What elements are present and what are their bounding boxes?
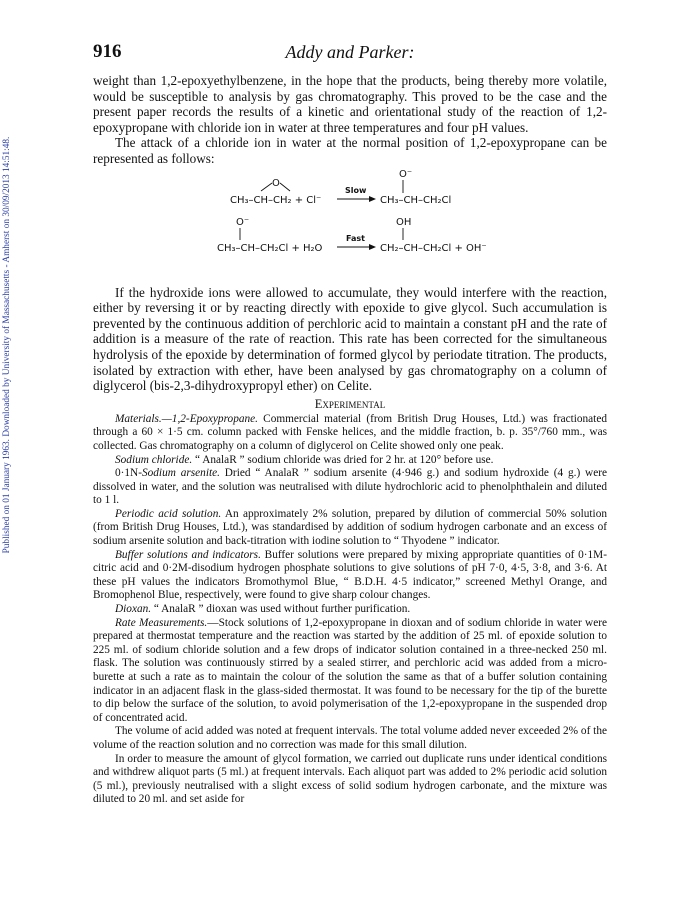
article-body: [93, 73, 607, 807]
download-watermark-text: Published on 01 January 1963. Downloaded by University of Massachusetts - Amherst on 30/09/2013 14:51:48.: [2, 136, 12, 554]
reaction-2-condition: Fast: [346, 233, 365, 243]
buffer-text: Buffer solutions were prepared by mixing appropriate quantities of 0·1M-citric acid and 0·2M-disodium hydrogen phosphate solutions to give solutions of pH 7·0, 4·5, 3·8, and 3·6. At these pH values the indicators Bromothymol Blue, “ B.D.H. 4·5 indicator,” screened Methyl Orange, and Bromophenol Blue, respectively, were found to give sharp colour changes.: [93, 548, 607, 602]
sodium-chloride-text: “ AnalaR ” sodium chloride was dried for 2 hr. at 120° before use.: [192, 453, 494, 466]
sodium-arsenite-paragraph: [93, 467, 607, 508]
rate-measurements-text: —Stock solutions of 1,2-epoxypropane in dioxan and of sodium chloride in water were prepared at thermostat temperature and the reaction was started by the addition of 25 ml. of epoxide solution to 225 ml. of sodium chloride solution and a few drops of indicator solution contained in a three-necked 250 ml. flask. The solution was continuously stirred by a sealed stirrer, and perchloric acid was added from a micro-burette at such a rate as to maintain the colour of the solution the same as that of a buffer solution containing indicator in an adjacent flask in the glass-sided thermostat. It was found to be necessary for the tip of the burette to dip below the surface of the solution, to avoid polymerisation of the 1,2-epoxypropane in the suspended drop of concentrated acid.: [93, 616, 607, 724]
periodic-acid-text: An approximately 2% solution, prepared by dilution of commercial 50% solution (from British Drug Houses, Ltd.), was standardised by addition of sodium hydrogen carbonate and an excess of sodium arsenite solution and back-titration with iodine solution to “ Thyodene ” indicator.: [93, 507, 607, 548]
sodium-arsenite-text: Dried “ AnalaR ” sodium arsenite (4·946 g.) and sodium hydroxide (4 g.) were dissolved in water, and the solution was neutralised with dilute hydrochloric acid to phenolphthalein and diluted to 1 l.: [93, 467, 607, 507]
buffer-paragraph: [93, 549, 607, 603]
reaction-scheme-diagram: [93, 169, 607, 280]
materials-text: Commercial material (from British Drug Houses, Ltd.) was fractionated through a 60 × 1·5 cm. column packed with Fenske helices, and the middle fraction, b. p. 35°/760 mm., was collected. Gas chromatography on a column of diglycerol on Celite showed only one peak.: [93, 412, 607, 452]
materials-paragraph: [93, 413, 607, 454]
buffer-title: Buffer solutions and indicators.: [115, 548, 261, 561]
sodium-arsenite-title: Sodium arsenite.: [141, 467, 220, 480]
epoxide-ring-bond-left: [261, 183, 272, 191]
reaction-1-condition: Slow: [345, 185, 367, 195]
intro-paragraph-1: weight than 1,2-epoxyethylbenzene, in the hope that the products, being thereby more volatile, would be susceptible to analysis by gas chromatography. This proved to be the case and the present paper records the results of a kinetic and orientational study of the reaction of 1,2-epoxypropane with chloride ion in water at three temperatures and four pH values.: [93, 73, 607, 135]
section-heading-experimental: Experimental: [314, 396, 386, 411]
dioxan-title: Dioxan.: [115, 603, 152, 616]
intro-paragraph-3: If the hydroxide ions were allowed to accumulate, they would interfere with the reaction, either by reversing it or by reacting directly with epoxide to give glycol. Such accumulation is prevented by the continuous addition of perchloric acid to maintain a constant pH and the rate of addition is a measure of the rate of reaction. This rate has been corrected for the simultaneous hydrolysis of the epoxide by determination of formed glycol by periodate titration. The products, isolated by extraction with ether, have been analysed by gas chromatography on a column of diglycerol (bis-2,3-dihydroxypropyl ether) on Celite.: [93, 284, 607, 394]
sodium-chloride-title: Sodium chloride.: [115, 453, 193, 466]
glycol-paragraph: In order to measure the amount of glycol formation, we carried out duplicate runs under identical conditions and withdrew aliquot parts (5 ml.) at frequent intervals. Each aliquot part was added to 2% periodic acid solution (5 ml.), previously neutralised with a slight excess of solid sodium hydrogen carbonate, and the mixture was diluted to 20 ml. and set aside for: [93, 752, 607, 806]
dioxan-paragraph: [93, 603, 607, 617]
periodic-acid-paragraph: [93, 508, 607, 549]
reaction-1-arrowhead: [369, 196, 376, 202]
reaction-2-product-substituent: OH: [396, 216, 412, 228]
reaction-2-products: CH₂–CH–CH₂Cl + OH⁻: [380, 242, 487, 254]
materials-title: Materials.: [115, 412, 162, 425]
epoxide-ring-oxygen: O: [272, 177, 280, 189]
reaction-scheme: [93, 169, 607, 280]
volume-paragraph: The volume of acid added was noted at frequent intervals. The total volume added never exceeded 2% of the volume of the reaction solution and no correction was made for this small dilution.: [93, 725, 607, 751]
reaction-1-product-substituent: O⁻: [399, 168, 413, 180]
reaction-2-reactants: CH₃–CH–CH₂Cl + H₂O: [217, 242, 323, 254]
page-header: [93, 41, 607, 65]
running-title: Addy and Parker:: [285, 42, 415, 62]
page-number: 916: [93, 41, 122, 62]
sodium-arsenite-prefix: 0·1N-: [115, 467, 142, 480]
sodium-chloride-paragraph: [93, 454, 607, 468]
dioxan-text: “ AnalaR ” dioxan was used without further purification.: [151, 603, 411, 616]
reaction-1-product: CH₃–CH–CH₂Cl: [380, 194, 452, 206]
epoxide-ring-bond-right: [280, 183, 290, 191]
periodic-acid-title: Periodic acid solution.: [115, 507, 222, 520]
reaction-2-reactant-substituent: O⁻: [236, 216, 250, 228]
materials-compound: —1,2-Epoxypropane.: [161, 412, 258, 425]
download-watermark: [2, 70, 18, 630]
rate-measurements-title: Rate Measurements.: [115, 616, 208, 629]
reaction-2-arrowhead: [369, 244, 376, 250]
intro-paragraph-2: The attack of a chloride ion in water at the normal position of 1,2-epoxypropane can be represented as follows:: [93, 135, 607, 166]
reaction-1-reactants: CH₃–CH–CH₂ + Cl⁻: [230, 194, 322, 206]
rate-measurements-paragraph: [93, 617, 607, 726]
